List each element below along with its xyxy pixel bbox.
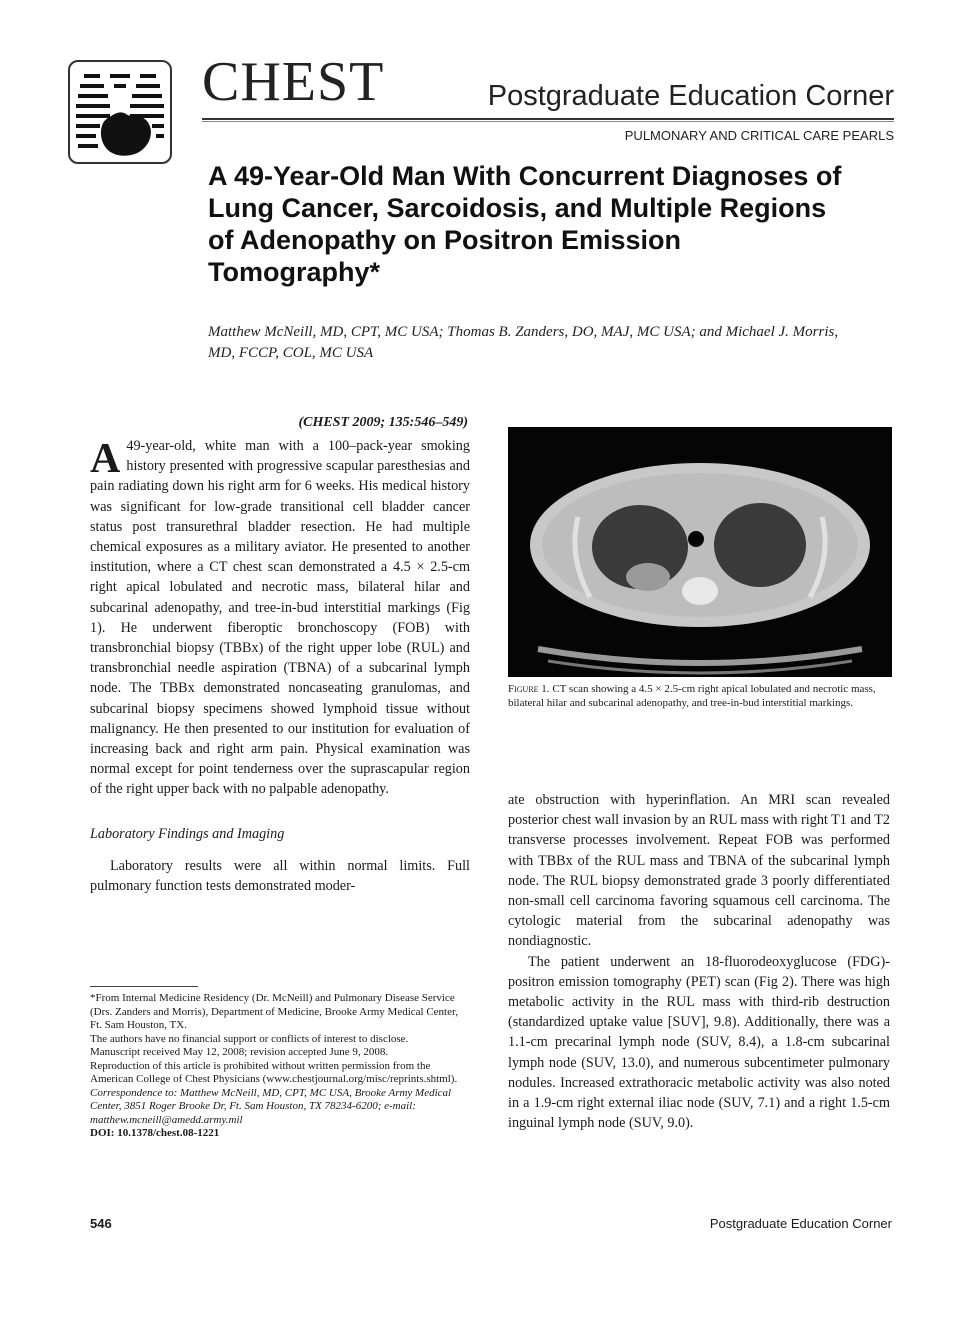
header-rule: [202, 118, 894, 120]
article-authors: Matthew McNeill, MD, CPT, MC USA; Thomas B. Zanders, DO, MAJ, MC USA; and Michael J. Morris, MD, FCCP, COL, MC USA: [208, 324, 839, 361]
citation: (CHEST 2009; 135:546–549): [298, 415, 468, 430]
footnote-rule: [90, 986, 198, 987]
paragraph: ate obstruction with hyperinflation. An MRI scan revealed posterior chest wall invasion by an RUL mass with right T1 and T2 transverse processes involvement. Repeat FOB was performed with TBBx of the RUL mass and TBNA of the subcarinal lymph node. The RUL biopsy demonstrated grade 3 poorly differentiated non-small cell carcinoma favoring squamous cell carcinoma. The cytologic material from the subcarinal adenopathy was nondiagnostic.: [508, 792, 890, 950]
figure-label: Figure 1.: [508, 683, 550, 695]
ct-scan-image: [508, 427, 892, 677]
article-title: A 49-Year-Old Man With Concurrent Diagnoses of Lung Cancer, Sarcoidosis, and Multiple Regions of Adenopathy on Positron Emission Tomography*: [208, 161, 842, 287]
doi: DOI: 10.1378/chest.08-1221: [90, 1127, 220, 1139]
page-number: 546: [90, 1216, 112, 1231]
paragraph: Laboratory results were all within normal limits. Full pulmonary function tests demonstrated moder-: [90, 857, 470, 895]
subsection-label: PULMONARY AND CRITICAL CARE PEARLS: [624, 128, 894, 143]
footnote: Reproduction of this article is prohibited without written permission from the American College of Chest Physicians (www.chestjournal.org/misc/reprints.shtml).: [90, 1059, 458, 1085]
paragraph-text: 49-year-old, white man with a 100–pack-year smoking history presented with progressive scapular paresthesias and pain radiating down his right arm for 6 weeks. His medical history was significant for low-grade transitional cell bladder cancer status post transurethral bladder resection. He had multiple chemical exposures as a military aviator. He presented to another institution, where a CT chest scan demonstrated a 4.5 × 2.5-cm right apical lobulated and necrotic mass, bilateral hilar and subcarinal adenopathy, and tree-in-bud interstitial markings (Fig 1). He underwent fiberoptic bronchoscopy (FOB) with transbronchial biopsy (TBBx) of the right upper lobe (RUL) and transbronchial needle aspiration (TBNA) of a subcarinal lymph node. The TBBx demonstrated noncaseating granulomas, and subcarinal biopsy specimens showed lymphoid tissue without malignancy. He then presented to our institution for evaluation of increasing back and right arm pain. Physical examination was normal except for point tenderness over the suprascapular region of the right upper back with no palpable adenopathy.: [90, 438, 470, 798]
section-name: Postgraduate Education Corner: [487, 80, 894, 112]
lungs-logo-icon: [70, 62, 170, 162]
footnote-correspondence: Correspondence to: Matthew McNeill, MD, CPT, MC USA, Brooke Army Medical Center, 3851 Roger Brooke Dr, Ft. Sam Houston, TX 78234-6200; e-mail: matthew.mcneill@amedd.army.mil: [90, 1086, 452, 1126]
header-rule-thin: [202, 121, 894, 122]
body-column-left: [90, 436, 470, 896]
footnote: *From Internal Medicine Residency (Dr. McNeill) and Pulmonary Disease Service (Drs. Zanders and Morris), Department of Medicine, Brooke Army Medical Center, Ft. Sam Houston, TX.: [90, 992, 458, 1031]
paragraph: The patient underwent an 18-fluorodeoxyglucose (FDG)-positron emission tomography (PET) scan (Fig 2). There was high metabolic activity in the RUL mass with third-rib destruction (standardized uptake value [SUV], 9.8). Additionally, there was a 1.1-cm precarinal lymph node (SUV, 8.4), a 1.8-cm subcarinal lymph node (SUV, 13.0), and numerous subcentimeter pulmonary nodules. Increased extrathoracic metabolic activity was also noted in a 1.9-cm right external iliac node (SUV, 7.1) and a right 1.5-cm inguinal lymph node (SUV, 9.0).: [508, 953, 890, 1132]
paragraph: [90, 436, 470, 800]
footnote: Manuscript received May 12, 2008; revision accepted June 9, 2008.: [90, 1046, 389, 1058]
figure-caption-text: CT scan showing a 4.5 × 2.5-cm right apical lobulated and necrotic mass, bilateral hilar and subcarinal adenopathy, and tree-in-bud interstitial markings.: [508, 683, 876, 709]
footnote: The authors have no financial support or conflicts of interest to disclose.: [90, 1032, 409, 1045]
journal-name: CHEST: [202, 51, 385, 113]
body-column-right: [508, 790, 890, 1133]
ct-scan-figure: [508, 427, 892, 677]
figure-caption: [508, 683, 892, 710]
section-heading: Laboratory Findings and Imaging: [90, 825, 285, 842]
running-footer: Postgraduate Education Corner: [709, 1216, 892, 1231]
drop-cap: A: [90, 436, 121, 482]
journal-logo: [68, 60, 172, 164]
footnotes: [90, 992, 470, 1141]
